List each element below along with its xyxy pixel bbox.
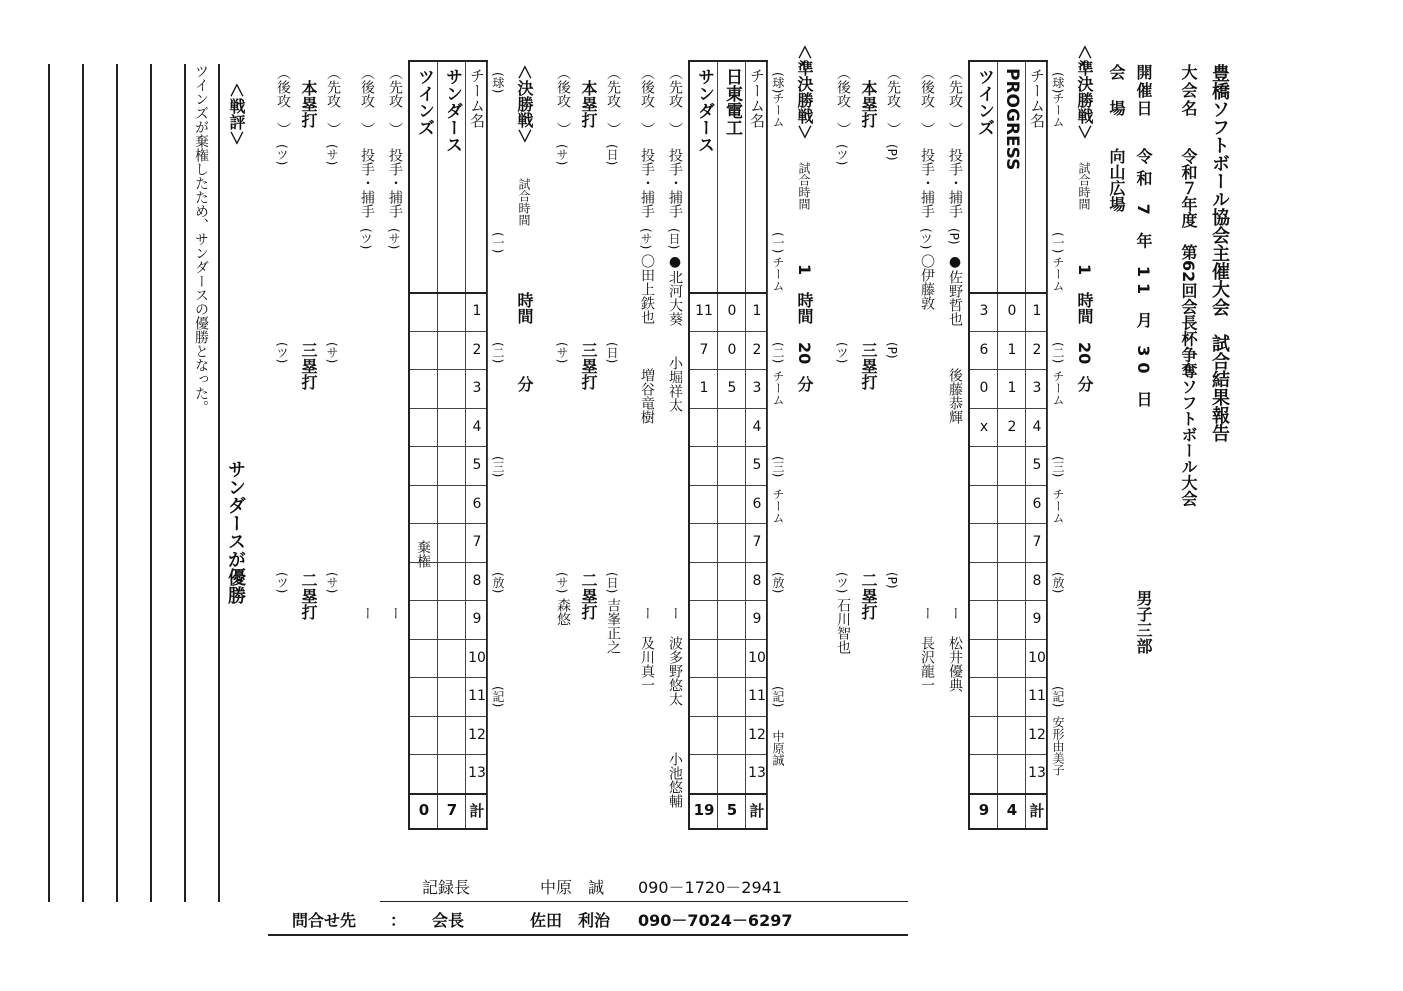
footer-president-phone: 090－7024－6297	[638, 911, 793, 930]
game1-team-bottom: PROGRESS	[1002, 68, 1022, 171]
game2-score-cell	[718, 446, 746, 485]
final-inning-label: 12	[468, 726, 486, 743]
final-score-cell	[438, 639, 466, 678]
game1-score-table	[968, 60, 1048, 830]
final-score-cell	[410, 485, 438, 524]
final-double-label: 二塁打	[299, 572, 318, 620]
game1-score-cell	[970, 639, 998, 678]
final-inning-label: 1	[472, 303, 482, 320]
final-first-dash: ー	[387, 606, 403, 620]
game1-double-label: 二塁打	[859, 572, 878, 620]
footer-contact-label: 問合せ先	[292, 911, 357, 930]
final-inning-label: 5	[472, 457, 482, 474]
footer-divider	[380, 901, 908, 902]
game2-inning-label: 3	[752, 380, 762, 397]
game1-triple-first-tag: (P)	[885, 342, 899, 359]
game1-first-dash: ー	[947, 606, 963, 620]
final-total-cell: 0	[418, 801, 430, 820]
game2-inning-label: 9	[752, 611, 762, 628]
game1-hr-label: 本塁打	[859, 80, 878, 128]
final-third-base: (三)	[491, 456, 505, 478]
game2-second-catcher: 増谷竜樹	[639, 368, 655, 424]
game2-inning-label: 10	[748, 649, 766, 666]
final-inning-label: 8	[472, 572, 482, 589]
game1-second-pitcher: 〇伊藤敦	[919, 254, 935, 310]
footer-recorder-phone: 090－1720－2941	[638, 878, 782, 897]
game1-hr-first-label: （先攻 ）	[885, 66, 901, 136]
game2-inning-label: 1	[752, 303, 762, 320]
game2-score-cell	[690, 485, 718, 524]
game1-score-cell	[998, 639, 1026, 678]
tournament-name: 令和７年度 第62回会長杯争奪ソフトボール大会	[1179, 148, 1198, 507]
game1-first-pitcher: ●佐野哲也	[947, 254, 963, 326]
game1-minutes: 20	[1075, 342, 1094, 365]
game1-score-cell	[970, 754, 998, 793]
game2-first-team: チーム	[771, 256, 785, 292]
review-heading: ＜戦評＞	[227, 82, 246, 147]
final-second-label: （後攻 ）	[359, 66, 375, 136]
game2-score-cell	[718, 677, 746, 716]
game2-score-cell	[718, 523, 746, 562]
game1-score-cell: 0	[979, 380, 989, 397]
game1-score-cell	[998, 600, 1026, 639]
game2-double-player-second: 森悠	[555, 598, 571, 626]
game2-total-cell: 5	[726, 801, 738, 820]
game1-inning-label: 12	[1028, 726, 1046, 743]
game1-score-cell	[998, 485, 1026, 524]
final-minute-unit: 分	[515, 376, 534, 392]
game1-total-cell: 4	[1006, 801, 1018, 820]
final-hr-first-tag: (サ)	[325, 144, 339, 166]
game1-total-cell: 9	[978, 801, 990, 820]
game2-minutes: 20	[795, 342, 814, 365]
game2-second-label: （後攻 ）	[639, 66, 655, 136]
game1-team-top: ツインズ	[974, 68, 994, 136]
game2-inning-label: 12	[748, 726, 766, 743]
game1-score-cell: 3	[979, 303, 989, 320]
final-triple-first-tag: (サ)	[325, 342, 339, 364]
game1-inning-label: 3	[1032, 380, 1042, 397]
final-score-table	[408, 60, 488, 830]
final-score-cell	[438, 754, 466, 793]
ruled-line	[218, 64, 220, 902]
final-score-cell	[410, 562, 438, 601]
game2-score-cell: 0	[727, 303, 737, 320]
game1-inning-label: 9	[1032, 611, 1042, 628]
game1-second-pc: 投手・捕手	[919, 148, 935, 218]
game1-first-label: （先攻 ）	[947, 66, 963, 136]
game1-hr-first-tag: (P)	[885, 144, 899, 161]
game2-first-relief-catcher: 小池悠輔	[667, 752, 683, 808]
game2-triple-second-tag: (サ)	[555, 342, 569, 364]
game1-time-label: 試合時間	[1077, 162, 1091, 210]
game2-score-cell	[690, 446, 718, 485]
final-score-cell	[410, 331, 438, 370]
game2-first-base: (一)	[771, 232, 785, 254]
final-ball: (球)	[491, 72, 505, 94]
game1-inning-label: 1	[1032, 303, 1042, 320]
game1-score-cell: 1	[1007, 380, 1017, 397]
game2-second-base: (二)	[771, 342, 785, 364]
game1-double-first-tag: (P)	[885, 572, 899, 589]
game2-first-tag: (日)	[667, 228, 681, 250]
game2-first-dash: ー	[667, 606, 683, 620]
ruled-line	[48, 64, 50, 902]
game2-score-cell	[718, 408, 746, 447]
final-double-first-tag: (サ)	[325, 572, 339, 594]
review-text: ツインズが棄権したため、サンダースの優勝となった。	[193, 64, 209, 414]
final-release: (放)	[491, 572, 505, 594]
date-label: 開催日	[1134, 64, 1153, 118]
ruled-line	[82, 64, 84, 902]
game2-total-cell: 19	[693, 801, 715, 820]
final-first-pc: 投手・捕手	[387, 148, 403, 218]
game1-second-label: （後攻 ）	[919, 66, 935, 136]
game1-double-second-tag: (ツ)	[835, 572, 849, 594]
final-second-tag: (ツ)	[359, 228, 373, 250]
game2-hours: 1	[795, 264, 814, 276]
game1-total-label: 計	[1029, 801, 1045, 820]
game1-first-team: チーム	[1051, 256, 1065, 292]
footer-president-title: 会長	[432, 911, 465, 930]
report-title: 豊橋ソフトボール協会主催大会 試合結果報告	[1209, 64, 1230, 442]
final-score-cell	[438, 485, 466, 524]
game1-first-relief: 松井優典	[947, 636, 963, 692]
final-second-pc: 投手・捕手	[359, 148, 375, 218]
footer-colon: ：	[390, 911, 407, 930]
game2-hr-label: 本塁打	[579, 80, 598, 128]
game1-first-base: (一)	[1051, 232, 1065, 254]
game1-score-cell: 2	[1007, 418, 1017, 435]
final-score-cell	[410, 639, 438, 678]
game2-total-label: 計	[749, 801, 765, 820]
game1-score-cell: 0	[1007, 303, 1017, 320]
game1-hr-second-tag: (ツ)	[835, 144, 849, 166]
venue-label: 会 場	[1107, 64, 1126, 118]
game1-score-cell	[970, 562, 998, 601]
final-first-base: (一)	[491, 232, 505, 254]
final-score-cell	[438, 369, 466, 408]
game2-time-label: 試合時間	[797, 162, 811, 210]
game1-inning-label: 7	[1032, 534, 1042, 551]
game2-score-table	[688, 60, 768, 830]
game2-score-cell	[718, 716, 746, 755]
game2-hr-second-label: （後攻 ）	[555, 66, 571, 136]
final-score-cell	[438, 677, 466, 716]
final-inning-label: 9	[472, 611, 482, 628]
game2-third-base: (三)	[771, 456, 785, 478]
game2-score-cell	[718, 754, 746, 793]
game1-score-cell: 1	[1007, 341, 1017, 358]
final-double-second-tag: (ツ)	[275, 572, 289, 594]
game2-first-pitcher: ●北河大葵	[667, 254, 683, 326]
final-score-cell	[438, 292, 466, 331]
game2-score-cell: 11	[695, 303, 713, 320]
game2-double-second-tag: (サ)	[555, 572, 569, 594]
final-score-cell	[438, 446, 466, 485]
final-hour-unit: 時間	[515, 292, 534, 324]
footer-president-name: 佐田 利治	[530, 911, 611, 930]
game1-score-cell	[970, 716, 998, 755]
game2-inning-label: 8	[752, 572, 762, 589]
game2-score-cell: 5	[727, 380, 737, 397]
final-total-cell: 7	[446, 801, 458, 820]
game2-second-dash: ー	[639, 606, 655, 620]
final-inning-label: 7	[472, 534, 482, 551]
game1-score-cell	[998, 716, 1026, 755]
date-value: 令和 7 年 11 月 30 日	[1134, 148, 1153, 414]
game2-inning-label: 13	[748, 765, 766, 782]
final-score-cell	[438, 562, 466, 601]
game2-heading: ＜準決勝戦＞	[795, 44, 814, 141]
final-triple-second-tag: (ツ)	[275, 342, 289, 364]
final-hr-second-tag: (ツ)	[275, 144, 289, 166]
final-score-cell	[410, 292, 438, 331]
game2-inning-label: 6	[752, 495, 762, 512]
game1-score-cell	[998, 446, 1026, 485]
game2-score-cell: 1	[699, 380, 709, 397]
final-team-header: チーム名	[468, 68, 486, 128]
game2-second-tag: (サ)	[639, 228, 653, 250]
game1-triple-second-tag: (ツ)	[835, 342, 849, 364]
game2-triple-label: 三塁打	[579, 342, 598, 390]
game1-score-cell: x	[979, 418, 989, 435]
game2-score-cell	[718, 639, 746, 678]
final-score-cell	[438, 523, 466, 562]
game2-inning-label: 11	[748, 688, 766, 705]
game1-score-cell	[998, 562, 1026, 601]
game2-score-cell	[690, 408, 718, 447]
game1-recorder-name: 安形由美子	[1051, 716, 1065, 776]
game1-release: (放)	[1051, 572, 1065, 594]
game2-first-pc: 投手・捕手	[667, 148, 683, 218]
game2-inning-label: 5	[752, 457, 762, 474]
game2-score-cell: 0	[727, 341, 737, 358]
game2-score-cell	[718, 600, 746, 639]
ruled-line	[184, 64, 186, 902]
game2-team-header: チーム名	[748, 68, 766, 128]
game1-inning-label: 11	[1028, 688, 1046, 705]
game1-team-header: チーム名	[1028, 68, 1046, 128]
game2-score-cell	[690, 677, 718, 716]
final-score-cell	[410, 523, 438, 562]
final-time-label: 試合時間	[517, 178, 531, 226]
final-inning-label: 13	[468, 765, 486, 782]
game2-ball-team: チーム	[771, 92, 785, 128]
tournament-label: 大会名	[1179, 64, 1198, 118]
game1-inning-label: 5	[1032, 457, 1042, 474]
game1-score-cell	[970, 446, 998, 485]
game2-score-cell	[690, 754, 718, 793]
final-score-cell	[410, 677, 438, 716]
final-inning-label: 4	[472, 418, 482, 435]
game1-hour-unit: 時間	[1075, 292, 1094, 324]
game1-score-cell	[998, 754, 1026, 793]
footer-recorder-name: 中原 誠	[540, 878, 605, 897]
game2-first-relief: 波多野悠太	[667, 636, 683, 706]
game1-inning-label: 13	[1028, 765, 1046, 782]
final-inning-label: 2	[472, 341, 482, 358]
game1-first-tag: (P)	[947, 228, 961, 245]
game2-hr-second-tag: (サ)	[555, 144, 569, 166]
game1-double-player: 石川智也	[835, 598, 851, 654]
game2-hr-first-label: （先攻 ）	[605, 66, 621, 136]
game2-second-team: チーム	[771, 370, 785, 406]
game2-hr-first-tag: (日)	[605, 144, 619, 166]
game2-second-pc: 投手・捕手	[639, 148, 655, 218]
game2-double-label: 二塁打	[579, 572, 598, 620]
game1-hr-second-label: （後攻 ）	[835, 66, 851, 136]
final-score-cell	[410, 754, 438, 793]
game2-inning-label: 4	[752, 418, 762, 435]
game1-heading: ＜準決勝戦＞	[1075, 44, 1094, 141]
game1-score-cell	[970, 523, 998, 562]
game2-score-cell	[690, 523, 718, 562]
game2-recorder-name: 中原誠	[771, 730, 785, 766]
final-score-cell	[410, 600, 438, 639]
footer-bottom-rule	[268, 934, 908, 936]
final-recorder-tag: (記)	[491, 686, 505, 708]
game1-second-dash: ー	[919, 606, 935, 620]
game2-double-first-tag: (日)	[605, 572, 619, 594]
game2-ball: (球)	[771, 72, 785, 94]
game2-score-cell	[690, 562, 718, 601]
game2-third-team: チーム	[771, 488, 785, 524]
game1-second-team: チーム	[1051, 370, 1065, 406]
game1-score-cell	[998, 677, 1026, 716]
final-score-cell	[410, 369, 438, 408]
game1-triple-label: 三塁打	[859, 342, 878, 390]
game1-inning-label: 2	[1032, 341, 1042, 358]
final-team-bottom: ツインズ	[414, 68, 434, 136]
game2-double-player-first: 吉峯正之	[605, 598, 621, 654]
ruled-line	[150, 64, 152, 902]
game1-score-cell	[970, 677, 998, 716]
game2-inning-label: 2	[752, 341, 762, 358]
game1-third-team: チーム	[1051, 488, 1065, 524]
game2-first-label: （先攻 ）	[667, 66, 683, 136]
game2-recorder-tag: (記)	[771, 686, 785, 708]
game1-score-cell	[970, 600, 998, 639]
final-forfeit: 棄権	[415, 540, 431, 568]
final-hr-second-label: （後攻 ）	[275, 66, 291, 136]
final-hr-label: 本塁打	[299, 80, 318, 128]
final-score-cell	[410, 716, 438, 755]
game2-team-top: 日東電工	[722, 68, 742, 136]
game1-score-cell: 6	[979, 341, 989, 358]
final-inning-label: 11	[468, 688, 486, 705]
final-score-cell	[438, 716, 466, 755]
game2-score-cell	[690, 600, 718, 639]
game2-team-bottom: サンダース	[694, 68, 714, 153]
final-inning-label: 6	[472, 495, 482, 512]
game2-score-cell	[718, 562, 746, 601]
final-first-label: （先攻 ）	[387, 66, 403, 136]
game2-release: (放)	[771, 572, 785, 594]
final-score-cell	[410, 408, 438, 447]
game1-score-cell	[998, 523, 1026, 562]
final-total-label: 計	[469, 801, 485, 820]
game2-score-cell: 7	[699, 341, 709, 358]
final-heading: ＜決勝戦＞	[515, 64, 534, 145]
final-second-base: (二)	[491, 342, 505, 364]
final-first-tag: (サ)	[387, 228, 401, 250]
final-triple-label: 三塁打	[299, 342, 318, 390]
final-score-cell	[438, 408, 466, 447]
game1-first-catcher: 後藤恭輝	[947, 368, 963, 424]
game2-inning-label: 7	[752, 534, 762, 551]
ruled-line	[116, 64, 118, 902]
game1-minute-unit: 分	[1075, 376, 1094, 392]
final-score-cell	[438, 331, 466, 370]
final-inning-label: 3	[472, 380, 482, 397]
game2-second-relief: 及川真一	[639, 636, 655, 692]
game1-ball-team: チーム	[1051, 92, 1065, 128]
game1-recorder-tag: (記)	[1051, 686, 1065, 708]
final-second-dash: ー	[359, 606, 375, 620]
game2-score-cell	[690, 639, 718, 678]
game1-score-cell	[970, 485, 998, 524]
game2-score-cell	[718, 485, 746, 524]
final-inning-label: 10	[468, 649, 486, 666]
final-hr-first-label: （先攻 ）	[325, 66, 341, 136]
game1-inning-label: 8	[1032, 572, 1042, 589]
final-score-cell	[438, 600, 466, 639]
division: 男子三部	[1134, 590, 1153, 654]
venue-value: 向山広場	[1107, 148, 1126, 212]
game1-inning-label: 10	[1028, 649, 1046, 666]
game1-first-pc: 投手・捕手	[947, 148, 963, 218]
final-score-cell	[410, 446, 438, 485]
game2-score-cell	[690, 716, 718, 755]
game2-triple-first-tag: (日)	[605, 342, 619, 364]
game2-hour-unit: 時間	[795, 292, 814, 324]
game2-minute-unit: 分	[795, 376, 814, 392]
game1-inning-label: 6	[1032, 495, 1042, 512]
game2-first-catcher: 小堀祥太	[667, 356, 683, 412]
game1-ball: (球)	[1051, 72, 1065, 94]
game1-second-tag: (ツ)	[919, 228, 933, 250]
review-result: サンダースが優勝	[225, 460, 246, 604]
game1-second-relief: 長沢龍一	[919, 636, 935, 692]
final-team-top: サンダース	[442, 68, 462, 153]
game1-hours: 1	[1075, 264, 1094, 276]
game1-second-base: (二)	[1051, 342, 1065, 364]
footer-recorder-title: 記録長	[422, 878, 471, 897]
game1-inning-label: 4	[1032, 418, 1042, 435]
game1-third-base: (三)	[1051, 456, 1065, 478]
game2-second-pitcher: 〇田上鉄也	[639, 254, 655, 324]
